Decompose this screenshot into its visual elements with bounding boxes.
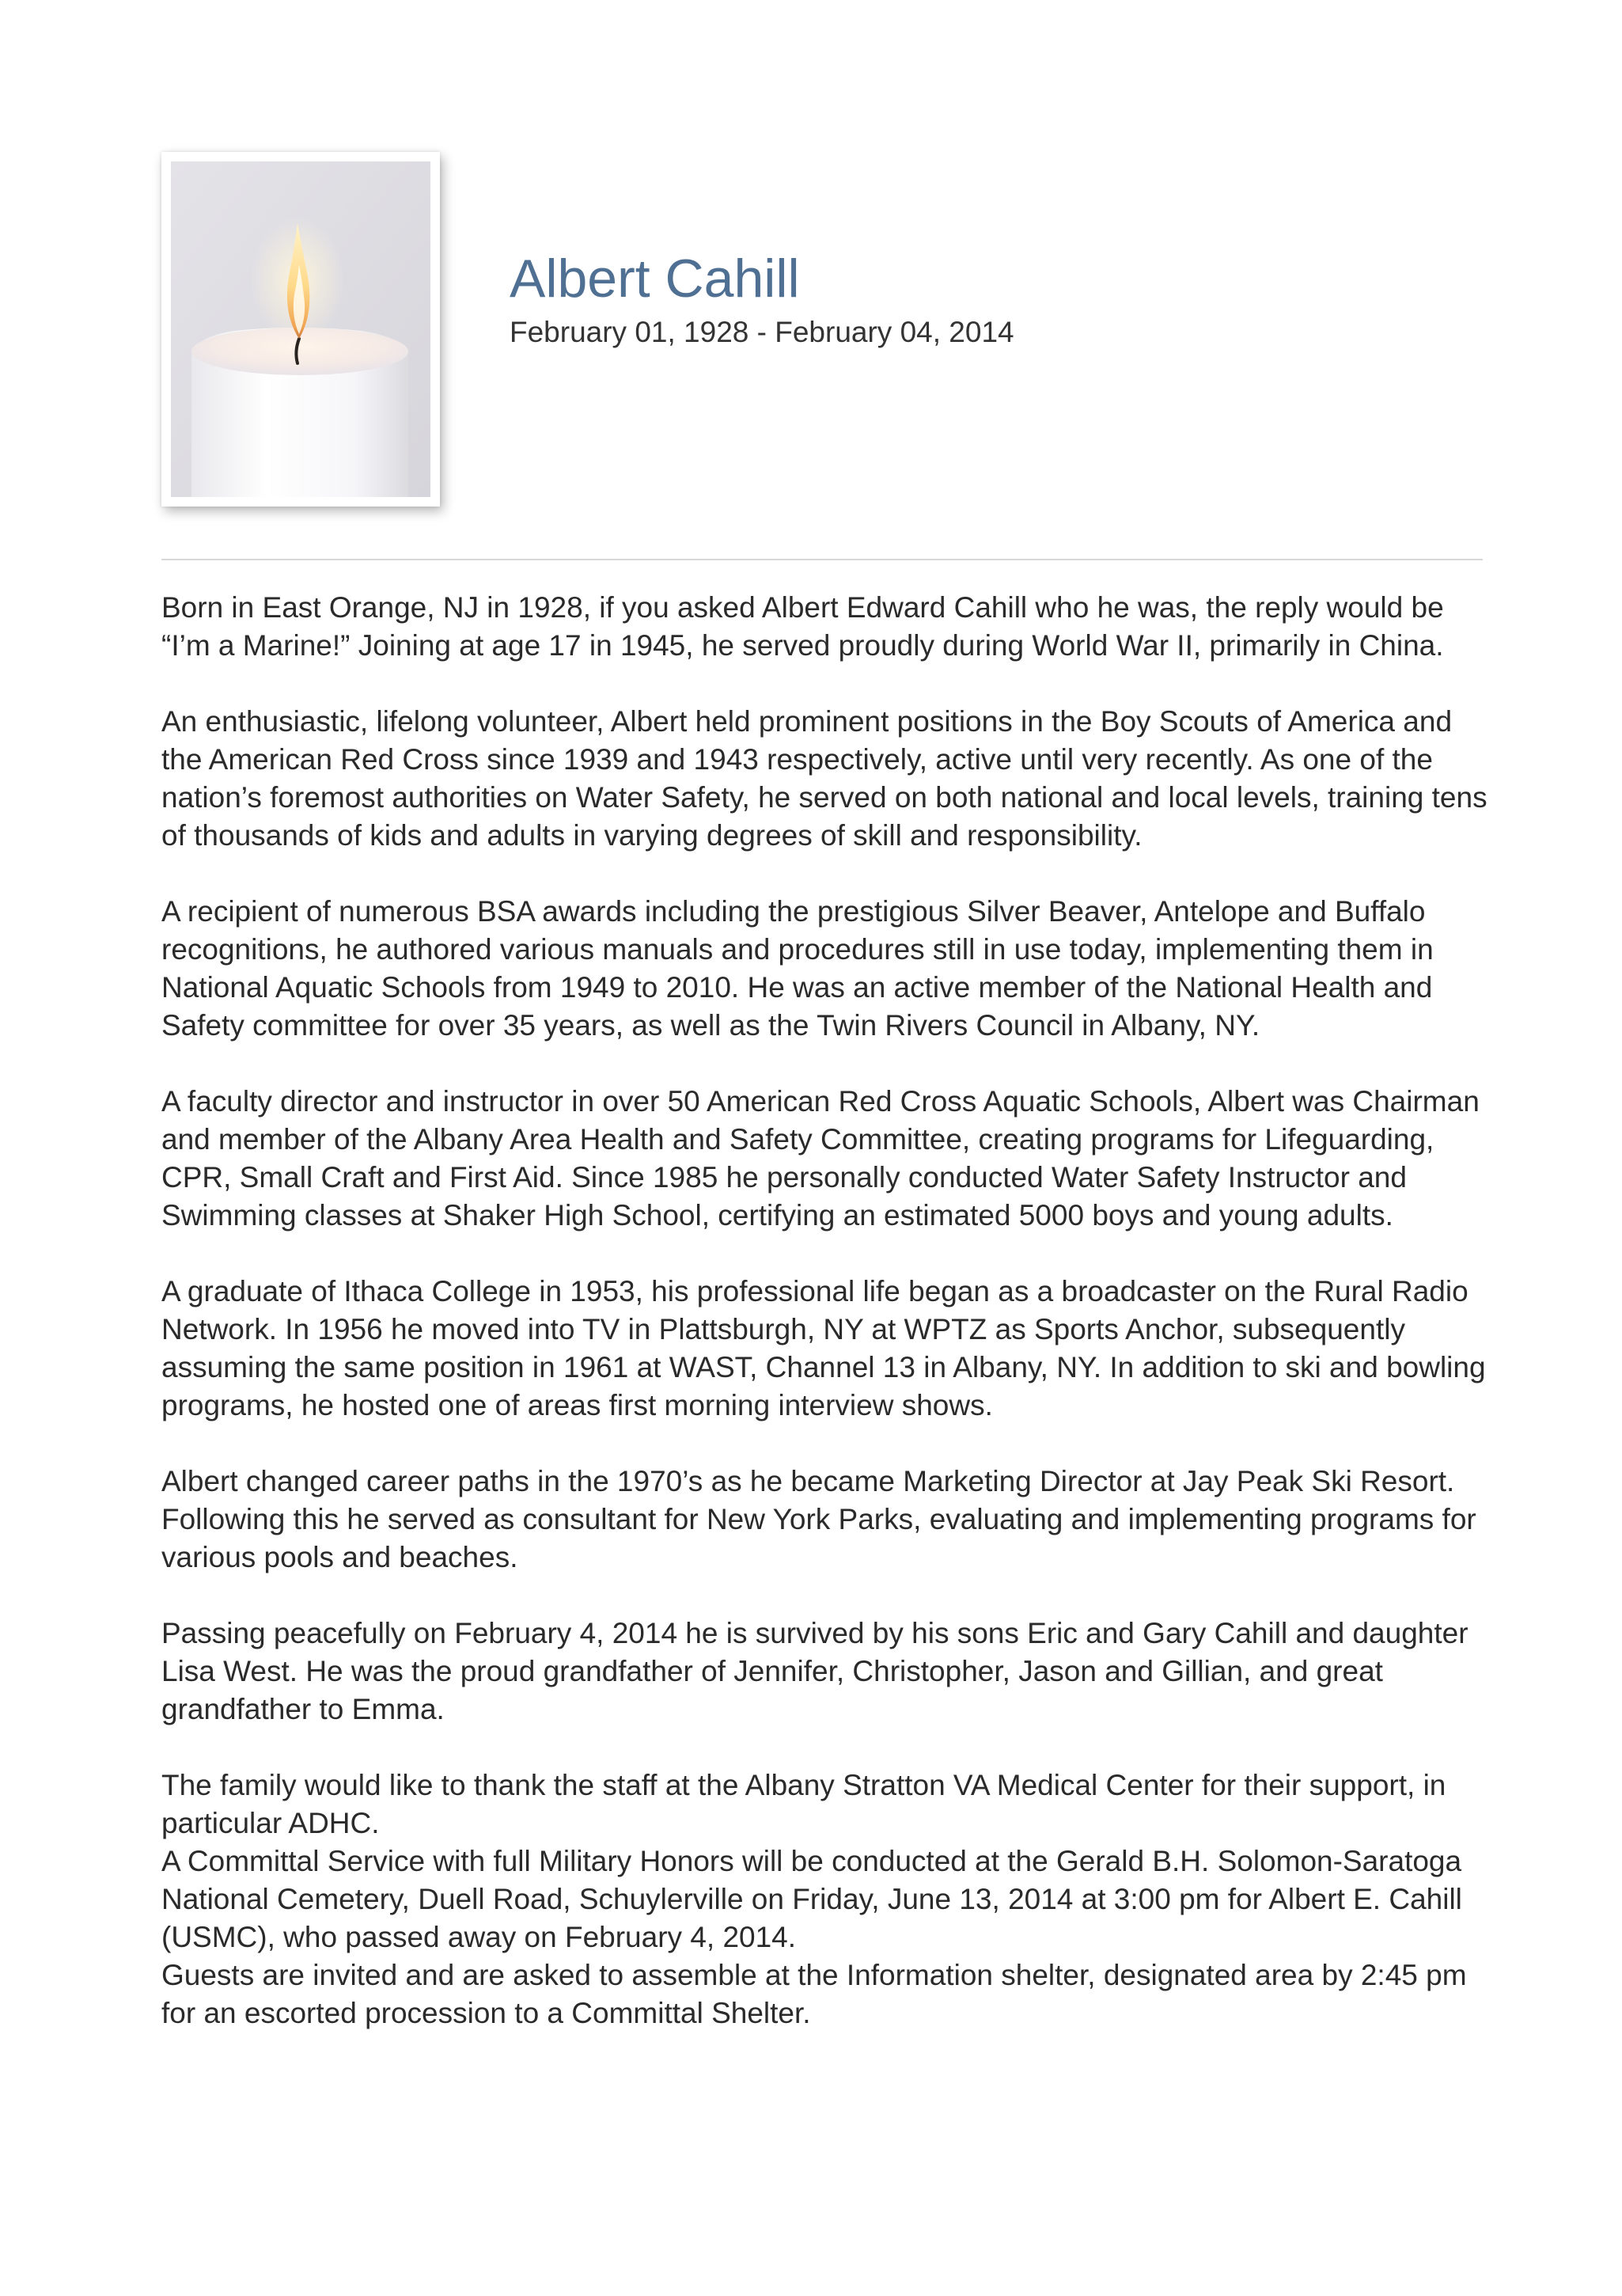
header <box>510 249 1014 350</box>
paragraph-red-cross: A faculty director and instructor in over 50 American Red Cross Aquatic Schools, Albert was Chairman and member of the Albany Area Health and Safety Committee, creating programs for Lifeguarding, CPR, Small Craft and First Aid. Since 1985 he personally conducted Water Safety Instructor and Swimming classes at Shaker High School, certifying an estimated 5000 boys and young adults. <box>161 1085 1480 1231</box>
paragraph-later-career: Albert changed career paths in the 1970’s as he became Marketing Director at Jay Peak Ski Resort. Following this he served as consultant for New York Parks, evaluating and implementing programs for various pools and beaches. <box>161 1465 1476 1573</box>
paragraph-survivors: Passing peacefully on February 4, 2014 he is survived by his sons Eric and Gary Cahill and daughter Lisa West. He was the proud grandfather of Jennifer, Christopher, Jason and Gillian, and great grandfather to Emma. <box>161 1617 1469 1725</box>
paragraph-awards: A recipient of numerous BSA awards including the prestigious Silver Beaver, Antelope and Buffalo recognitions, he authored various manuals and procedures still in use today, implementing them in National Aquatic Schools from 1949 to 2010. He was an active member of the National Health and Safety committee for over 35 years, as well as the Twin Rivers Council in Albany, NY. <box>161 895 1434 1042</box>
paragraph-volunteer: An enthusiastic, lifelong volunteer, Albert held prominent positions in the Boy Scouts of America and the American Red Cross since 1939 and 1943 respectively, active until very recently. As one of the nation’s foremost authorities on Water Safety, he served on both national and local levels, training tens of thousands of kids and adults in varying degrees of skill and responsibility. <box>161 705 1487 852</box>
life-dates: February 01, 1928 - February 04, 2014 <box>510 316 1014 348</box>
memorial-photo <box>161 152 440 507</box>
candle-icon <box>171 161 430 497</box>
paragraph-career: A graduate of Ithaca College in 1953, his professional life began as a broadcaster on the Rural Radio Network. In 1956 he moved into TV in Plattsburgh, NY at WPTZ as Sports Anchor, subsequently assuming the same position in 1961 at WAST, Channel 13 in Albany, NY. In addition to ski and bowling programs, he hosted one of areas first morning interview shows. <box>161 1275 1486 1421</box>
obituary-body <box>161 589 1491 2032</box>
paragraph-guests: Guests are invited and are asked to assemble at the Information shelter, designated area by 2:45 pm for an escorted procession to a Committal Shelter. <box>161 1959 1467 2029</box>
paragraph-service: A Committal Service with full Military Honors will be conducted at the Gerald B.H. Solomon-Saratoga National Cemetery, Duell Road, Schuylerville on Friday, June 13, 2014 at 3:00 pm for Albert E. Cahill (USMC), who passed away on February 4, 2014. <box>161 1845 1462 1953</box>
deceased-name: Albert Cahill <box>510 249 800 309</box>
paragraph-thanks: The family would like to thank the staff at the Albany Stratton VA Medical Center for their support, in particular ADHC. <box>161 1769 1446 1839</box>
paragraph-early-life: Born in East Orange, NJ in 1928, if you asked Albert Edward Cahill who he was, the reply would be “I’m a Marine!” Joining at age 17 in 1945, he served proudly during World War II, primarily in China. <box>161 591 1444 662</box>
divider <box>161 559 1483 560</box>
